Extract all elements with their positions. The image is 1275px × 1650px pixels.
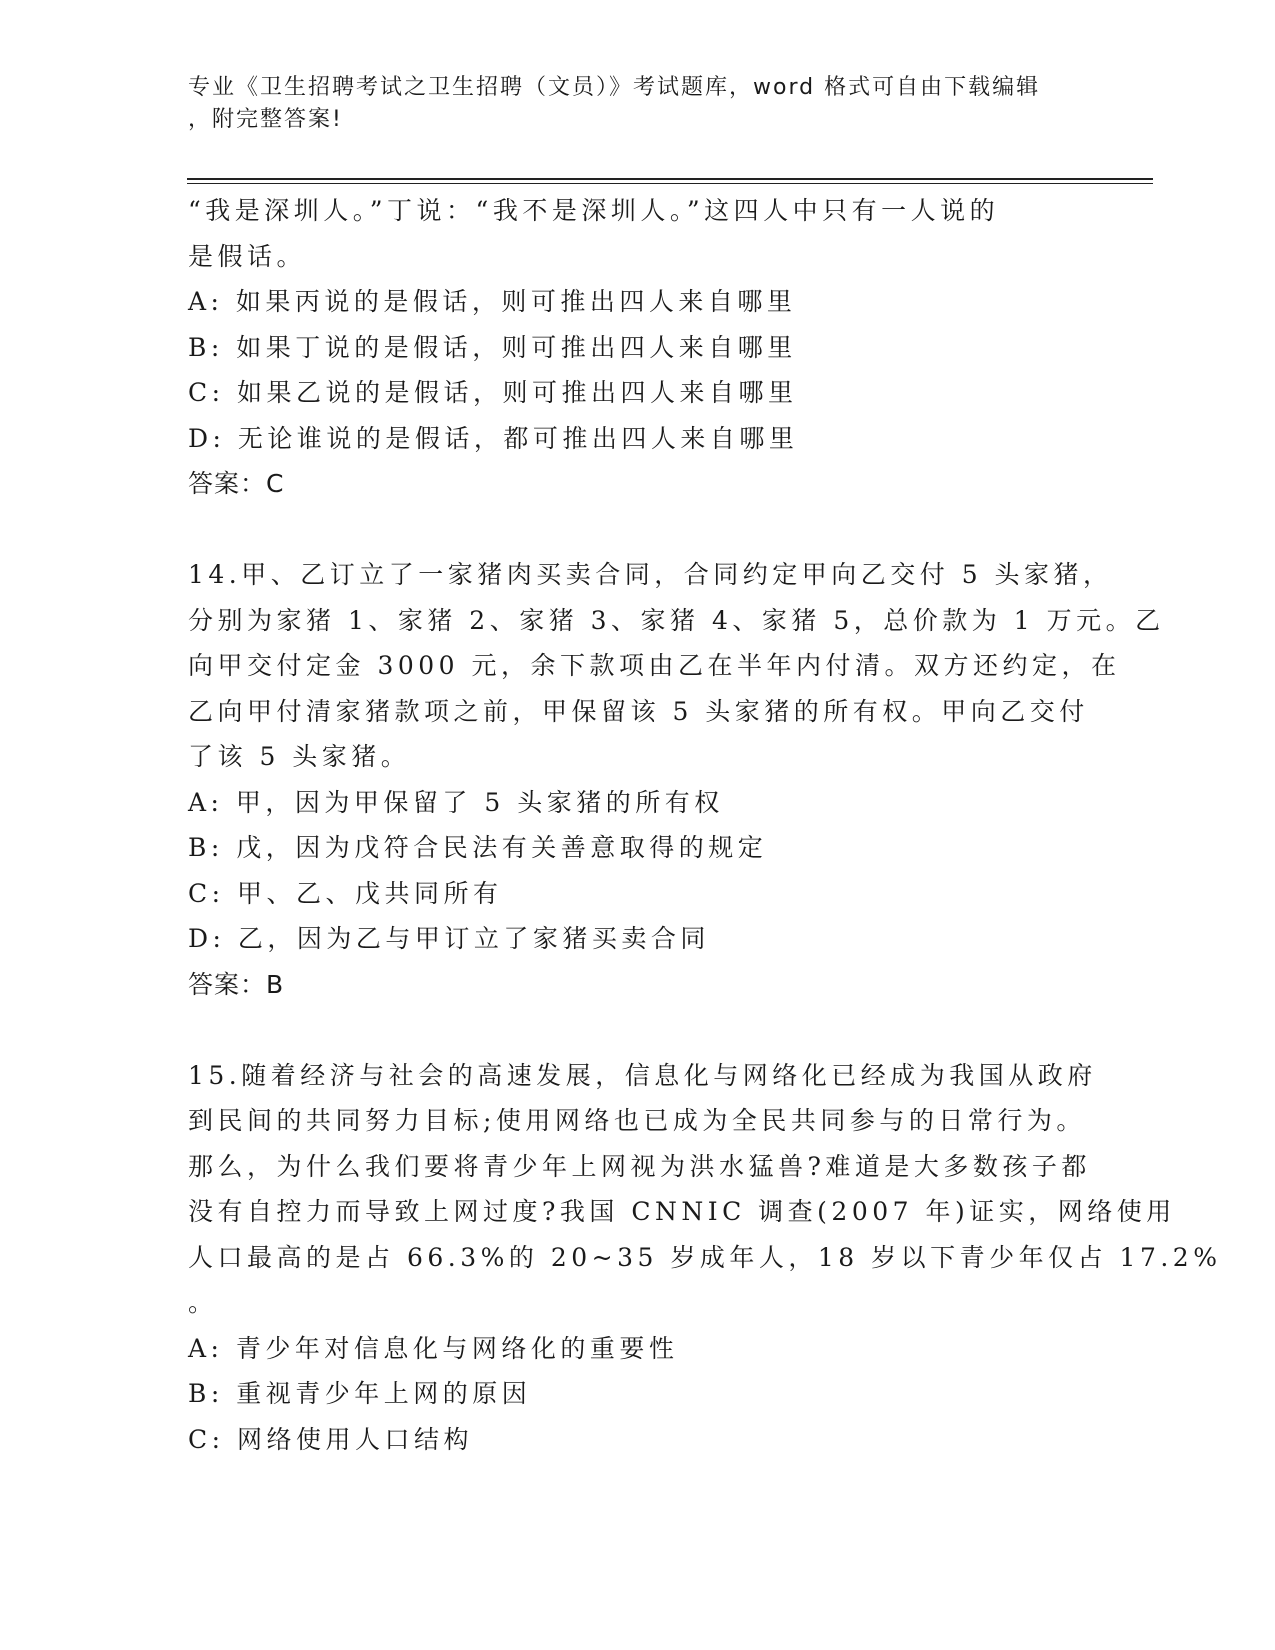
option-c: C: 如果乙说的是假话，则可推出四人来自哪里 — [188, 378, 798, 407]
option-b: B: 重视青少年上网的原因 — [188, 1379, 532, 1408]
option-c: C: 甲、乙、戊共同所有 — [188, 878, 503, 908]
question-text-line: 人口最高的是占 66.3%的 20~35 岁成年人，18 岁以下青少年仅占 17.2% — [188, 1242, 1222, 1272]
option-b: B: 戊，因为戊符合民法有关善意取得的规定 — [188, 833, 768, 862]
question-text-line: 。 — [188, 1288, 218, 1317]
question-text-line: 14.甲、乙订立了一家猪肉买卖合同，合同约定甲向乙交付 5 头家猪， — [188, 560, 1113, 589]
question-15 — [188, 1053, 1222, 1463]
question-text-line: “我是深圳人。”丁说：“我不是深圳人。”这四人中只有一人说的 — [188, 196, 1000, 225]
question-text-line: 分别为家猪 1、家猪 2、家猪 3、家猪 4、家猪 5，总价款为 1 万元。乙 — [188, 605, 1165, 635]
header-title-line-1: 专业《卫生招聘考试之卫生招聘（文员）》考试题库，word 格式可自由下载编辑 — [188, 75, 1041, 100]
question-text-line: 到民间的共同努力目标;使用网络也已成为全民共同参与的日常行为。 — [188, 1106, 1086, 1135]
header-divider-thin — [187, 183, 1153, 184]
spacer — [188, 507, 1088, 553]
question-text-line: 乙向甲付清家猪款项之前，甲保留该 5 头家猪的所有权。甲向乙交付 — [188, 696, 1089, 726]
question-text-line: 15.随着经济与社会的高速发展，信息化与网络化已经成为我国从政府 — [188, 1060, 1097, 1090]
question-text-line: 那么，为什么我们要将青少年上网视为洪水猛兽?难道是大多数孩子都 — [188, 1151, 1091, 1181]
question-text-line: 没有自控力而导致上网过度?我国 CNNIC 调查(2007 年)证实，网络使用 — [188, 1197, 1176, 1226]
header-divider-thick — [187, 178, 1153, 180]
header-title-line-2: ，附完整答案! — [188, 107, 343, 132]
question-text-line: 是假话。 — [188, 241, 307, 271]
option-d: D: 乙，因为乙与甲订立了家猪买卖合同 — [188, 924, 710, 953]
option-d: D: 无论谁说的是假话，都可推出四人来自哪里 — [188, 423, 799, 453]
question-13 — [188, 188, 1088, 507]
answer: 答案：C — [188, 469, 285, 498]
option-b: B: 如果丁说的是假话，则可推出四人来自哪里 — [188, 332, 797, 362]
question-14 — [188, 552, 1165, 1007]
option-a: A: 青少年对信息化与网络化的重要性 — [188, 1333, 679, 1363]
answer: 答案：B — [188, 969, 285, 999]
option-c: C: 网络使用人口结构 — [188, 1424, 473, 1454]
spacer — [188, 1007, 1088, 1053]
question-text-line: 向甲交付定金 3000 元，余下款项由乙在半年内付清。双方还约定，在 — [188, 651, 1121, 680]
option-a: A: 甲，因为甲保留了 5 头家猪的所有权 — [188, 787, 724, 817]
option-a: A: 如果丙说的是假话，则可推出四人来自哪里 — [188, 287, 797, 316]
question-text-line: 了该 5 头家猪。 — [188, 742, 411, 771]
document-body — [188, 188, 1222, 1462]
document-header — [188, 72, 1088, 136]
